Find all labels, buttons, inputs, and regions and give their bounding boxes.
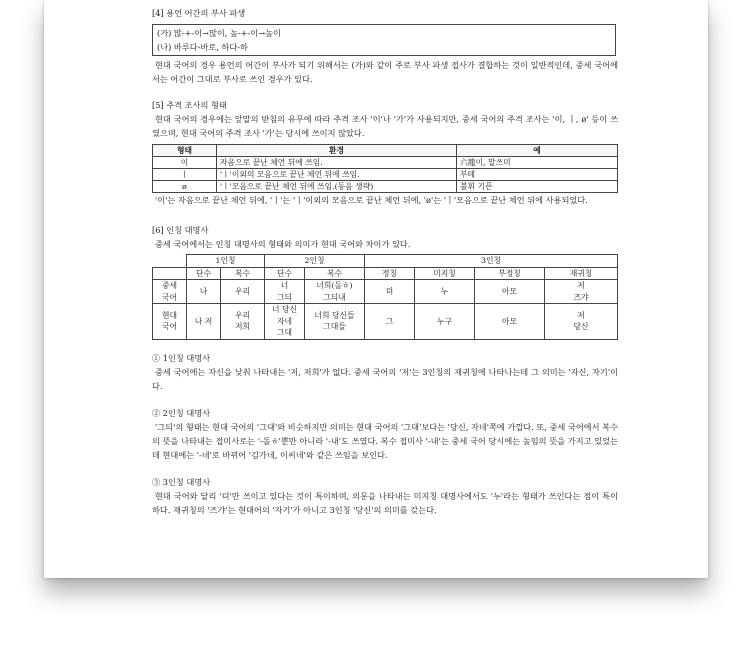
form-cell: ㅣ <box>153 169 217 181</box>
group-third-person: 3인칭 <box>365 255 618 268</box>
subheader-cell: 단수 <box>187 267 221 280</box>
subsection-3-heading: ③ 3인칭 대명사 <box>152 476 211 487</box>
group-second-person: 2인칭 <box>265 255 365 268</box>
example-cell: 六龍이, 말쓰미 <box>457 157 618 169</box>
header-form: 형태 <box>153 145 217 157</box>
environment-cell: 자음으로 끝난 체언 뒤에 쓰임. <box>217 157 457 169</box>
table-cell: 누구 <box>415 304 475 340</box>
row-label: 중세 국어 <box>153 280 187 304</box>
row-label: 현대 국어 <box>153 304 187 340</box>
table-cell: 그 <box>365 304 415 340</box>
subsection-1-heading: ① 1인칭 대명사 <box>152 352 211 363</box>
document-page <box>152 0 618 517</box>
section-4-paragraph: 현대 국어의 경우 용언의 어간이 부사가 되기 위해서는 (가)와 같이 주로 부사 파생 접사가 결합하는 것이 일반적인데, 중세 국어에서는 어간이 그대로 부사로 쓰인 경우가 있다. <box>152 60 618 84</box>
table-cell: 너희(돌ㅎ) 그듸내 <box>305 280 365 304</box>
table-cell: 아모 <box>475 280 545 304</box>
section-5-paragraph: 현대 국어의 경우에는 앞말의 받침의 유무에 따라 주격 조사 '이'나 '가'가 사용되지만, 중세 국어의 주격 조사는 '이, ㅣ, ø' 등이 쓰였으며, 현대 국어의 주격 조사 '가'는 당시에 쓰이지 않았다. <box>152 114 618 138</box>
subheader-cell: 복수 <box>305 267 365 280</box>
subsection-2-heading: ② 2인칭 대명사 <box>152 407 211 418</box>
group-header-row <box>153 255 618 268</box>
section-5-heading: [5] 주격 조사의 형태 <box>152 100 227 110</box>
table-cell: 나 <box>187 280 221 304</box>
section-4-heading: [4] 용언 어간의 부사 파생 <box>152 8 246 18</box>
form-cell: ø <box>153 181 217 193</box>
table-row <box>153 157 618 169</box>
group-first-person: 1인칭 <box>187 255 265 268</box>
subheader-cell: 단수 <box>265 267 305 280</box>
subsection-3-paragraph: 현대 국어와 달리 '뎌'만 쓰이고 있다는 것이 특이하며, 의문을 나타내는 미지칭 대명사에서도 '누'라는 형태가 쓰인다는 점이 특이하다. 재귀칭의 '즈갸'는 현대어의 '자기'가 아니고 3인칭 '당신'의 의미를 갖는다. <box>152 490 618 515</box>
table-cell: 우리 <box>221 280 265 304</box>
subheader-cell: 부정칭 <box>475 267 545 280</box>
table-cell: 너희 당신들 그대들 <box>305 304 365 340</box>
table-row <box>153 169 618 181</box>
environment-cell: 'ㅣ'이외의 모음으로 끝난 체언 뒤에 쓰임. <box>217 169 457 181</box>
subheader-row <box>153 267 618 280</box>
subsection-2-paragraph: '그듸'의 형태는 현대 국어의 '그대'와 비슷하지만 의미는 현대 국어의 '그대'보다는 '당신, 자네'쪽에 가깝다. 또, 중세 국어에서 복수의 뜻을 나타내는 접미사로는 '-돌ㅎ'뿐만 아니라 '-내'도 쓰였다. 복수 접미사 '-내'는 중세 국어 당시에는 높임의 뜻을 가지고 있었는데 현대에는 '-네'로 바뀌어 '김가네, 이씨네'와 같은 쓰임을 보인다. <box>152 421 618 460</box>
table-cell: 저 당신 <box>545 304 618 340</box>
subheader-cell: 정칭 <box>365 267 415 280</box>
table-cell: 우리 저희 <box>221 304 265 340</box>
table-cell: 너 그듸 <box>265 280 305 304</box>
section-6-paragraph: 중세 국어에서는 인칭 대명사의 형태와 의미가 현대 국어와 차이가 있다. <box>155 239 411 249</box>
subheader-cell: 재귀칭 <box>545 267 618 280</box>
section-5-note: '이'는 자음으로 끝난 체언 뒤에, 'ㅣ'는 'ㅣ'이외의 모음으로 끝난 체언 뒤에, 'ø'는 'ㅣ'모음으로 끝난 체언 뒤에 사용되었다. <box>155 195 588 205</box>
header-example: 예 <box>457 145 618 157</box>
example-line-a: (가) 많-+-이→많이, 높-+-이→높이 <box>157 28 281 38</box>
table-cell: 누 <box>415 280 475 304</box>
subject-particle-table <box>152 144 618 193</box>
header-environment: 환경 <box>217 145 457 157</box>
table-cell: 뎌 <box>365 280 415 304</box>
table-cell: 아모 <box>475 304 545 340</box>
example-line-b: (나) 바루다-바로, 하다-하 <box>157 42 248 52</box>
example-cell: 불휘 기픈 <box>457 181 618 193</box>
form-cell: 이 <box>153 157 217 169</box>
table-header-row <box>153 145 618 157</box>
table-row-modern-korean <box>153 304 618 340</box>
table-cell: 너 당신 자네 그대 <box>265 304 305 340</box>
pronoun-table <box>152 254 618 340</box>
section-6-heading: [6] 인칭 대명사 <box>152 225 209 235</box>
table-cell: 저 즈갸 <box>545 280 618 304</box>
subheader-cell: 미지칭 <box>415 267 475 280</box>
table-row <box>153 181 618 193</box>
example-cell: 부톄 <box>457 169 618 181</box>
table-cell: 나 저 <box>187 304 221 340</box>
example-box <box>152 24 616 56</box>
environment-cell: 'ㅣ'모음으로 끝난 체언 뒤에 쓰임.(동음 생략) <box>217 181 457 193</box>
subheader-cell: 복수 <box>221 267 265 280</box>
subsection-1-paragraph: 중세 국어에는 자신을 낮춰 나타내는 '저, 저희'가 없다. 중세 국어의 '저'는 3인칭의 재귀칭에 나타나는데 그 의미는 '자신, 자기'이다. <box>152 366 618 391</box>
table-row-middle-korean <box>153 280 618 304</box>
